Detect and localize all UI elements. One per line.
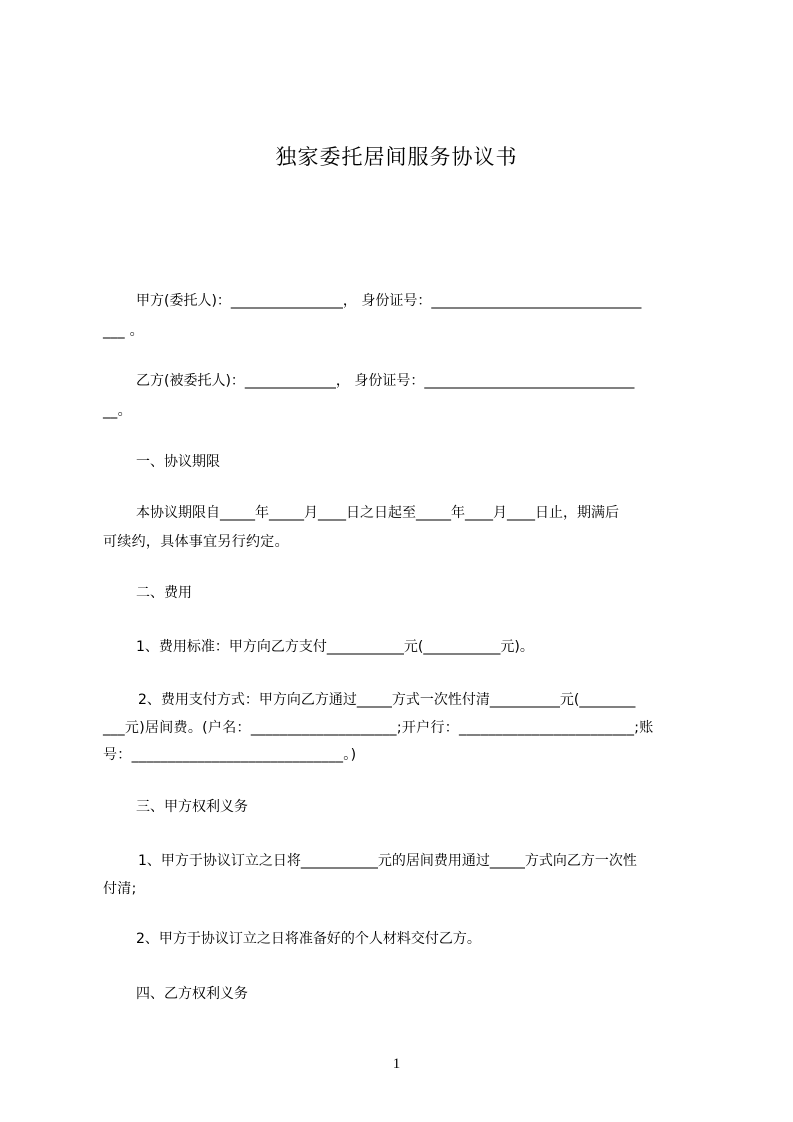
- party-a-line2: ___ 。: [103, 323, 144, 339]
- section2-heading: 二、费用: [136, 585, 192, 601]
- section3-item2: 2、甲方于协议订立之日将准备好的个人材料交付乙方。: [136, 931, 481, 947]
- party-a-line1: 甲方(委托人)：________________， 身份证号：______________________________: [136, 293, 642, 309]
- section2-item1: 1、费用标准：甲方向乙方支付___________元(___________元)。: [136, 639, 534, 655]
- page-number: 1: [392, 1056, 401, 1072]
- section3-heading: 三、甲方权利义务: [136, 799, 248, 815]
- party-b-line1: 乙方(被委托人)：_____________， 身份证号：______________________________: [136, 373, 635, 389]
- section1-heading: 一、协议期限: [136, 454, 220, 470]
- section1-line2: 可续约，具体事宜另行约定。: [103, 534, 289, 550]
- section3-item1-line2: 付清;: [103, 881, 137, 897]
- section2-item2-line3: 号：_____________________________。): [103, 747, 357, 763]
- document-title: 独家委托居间服务协议书: [275, 145, 518, 169]
- section1-line1: 本协议期限自_____年_____月____日之日起至_____年____月____日止，期满后: [136, 505, 619, 521]
- party-b-line2: __。: [103, 403, 132, 419]
- section3-item1-line1: 1、甲方于协议订立之日将___________元的居间费用通过_____方式向乙方一次性: [138, 853, 637, 869]
- section2-item2-line2: ___元)居间费。(户名：____________________;开户行：________________________;账: [103, 720, 654, 736]
- section4-heading: 四、乙方权利义务: [136, 986, 248, 1002]
- section2-item2-line1: 2、费用支付方式：甲方向乙方通过_____方式一次性付清__________元(________: [138, 692, 636, 708]
